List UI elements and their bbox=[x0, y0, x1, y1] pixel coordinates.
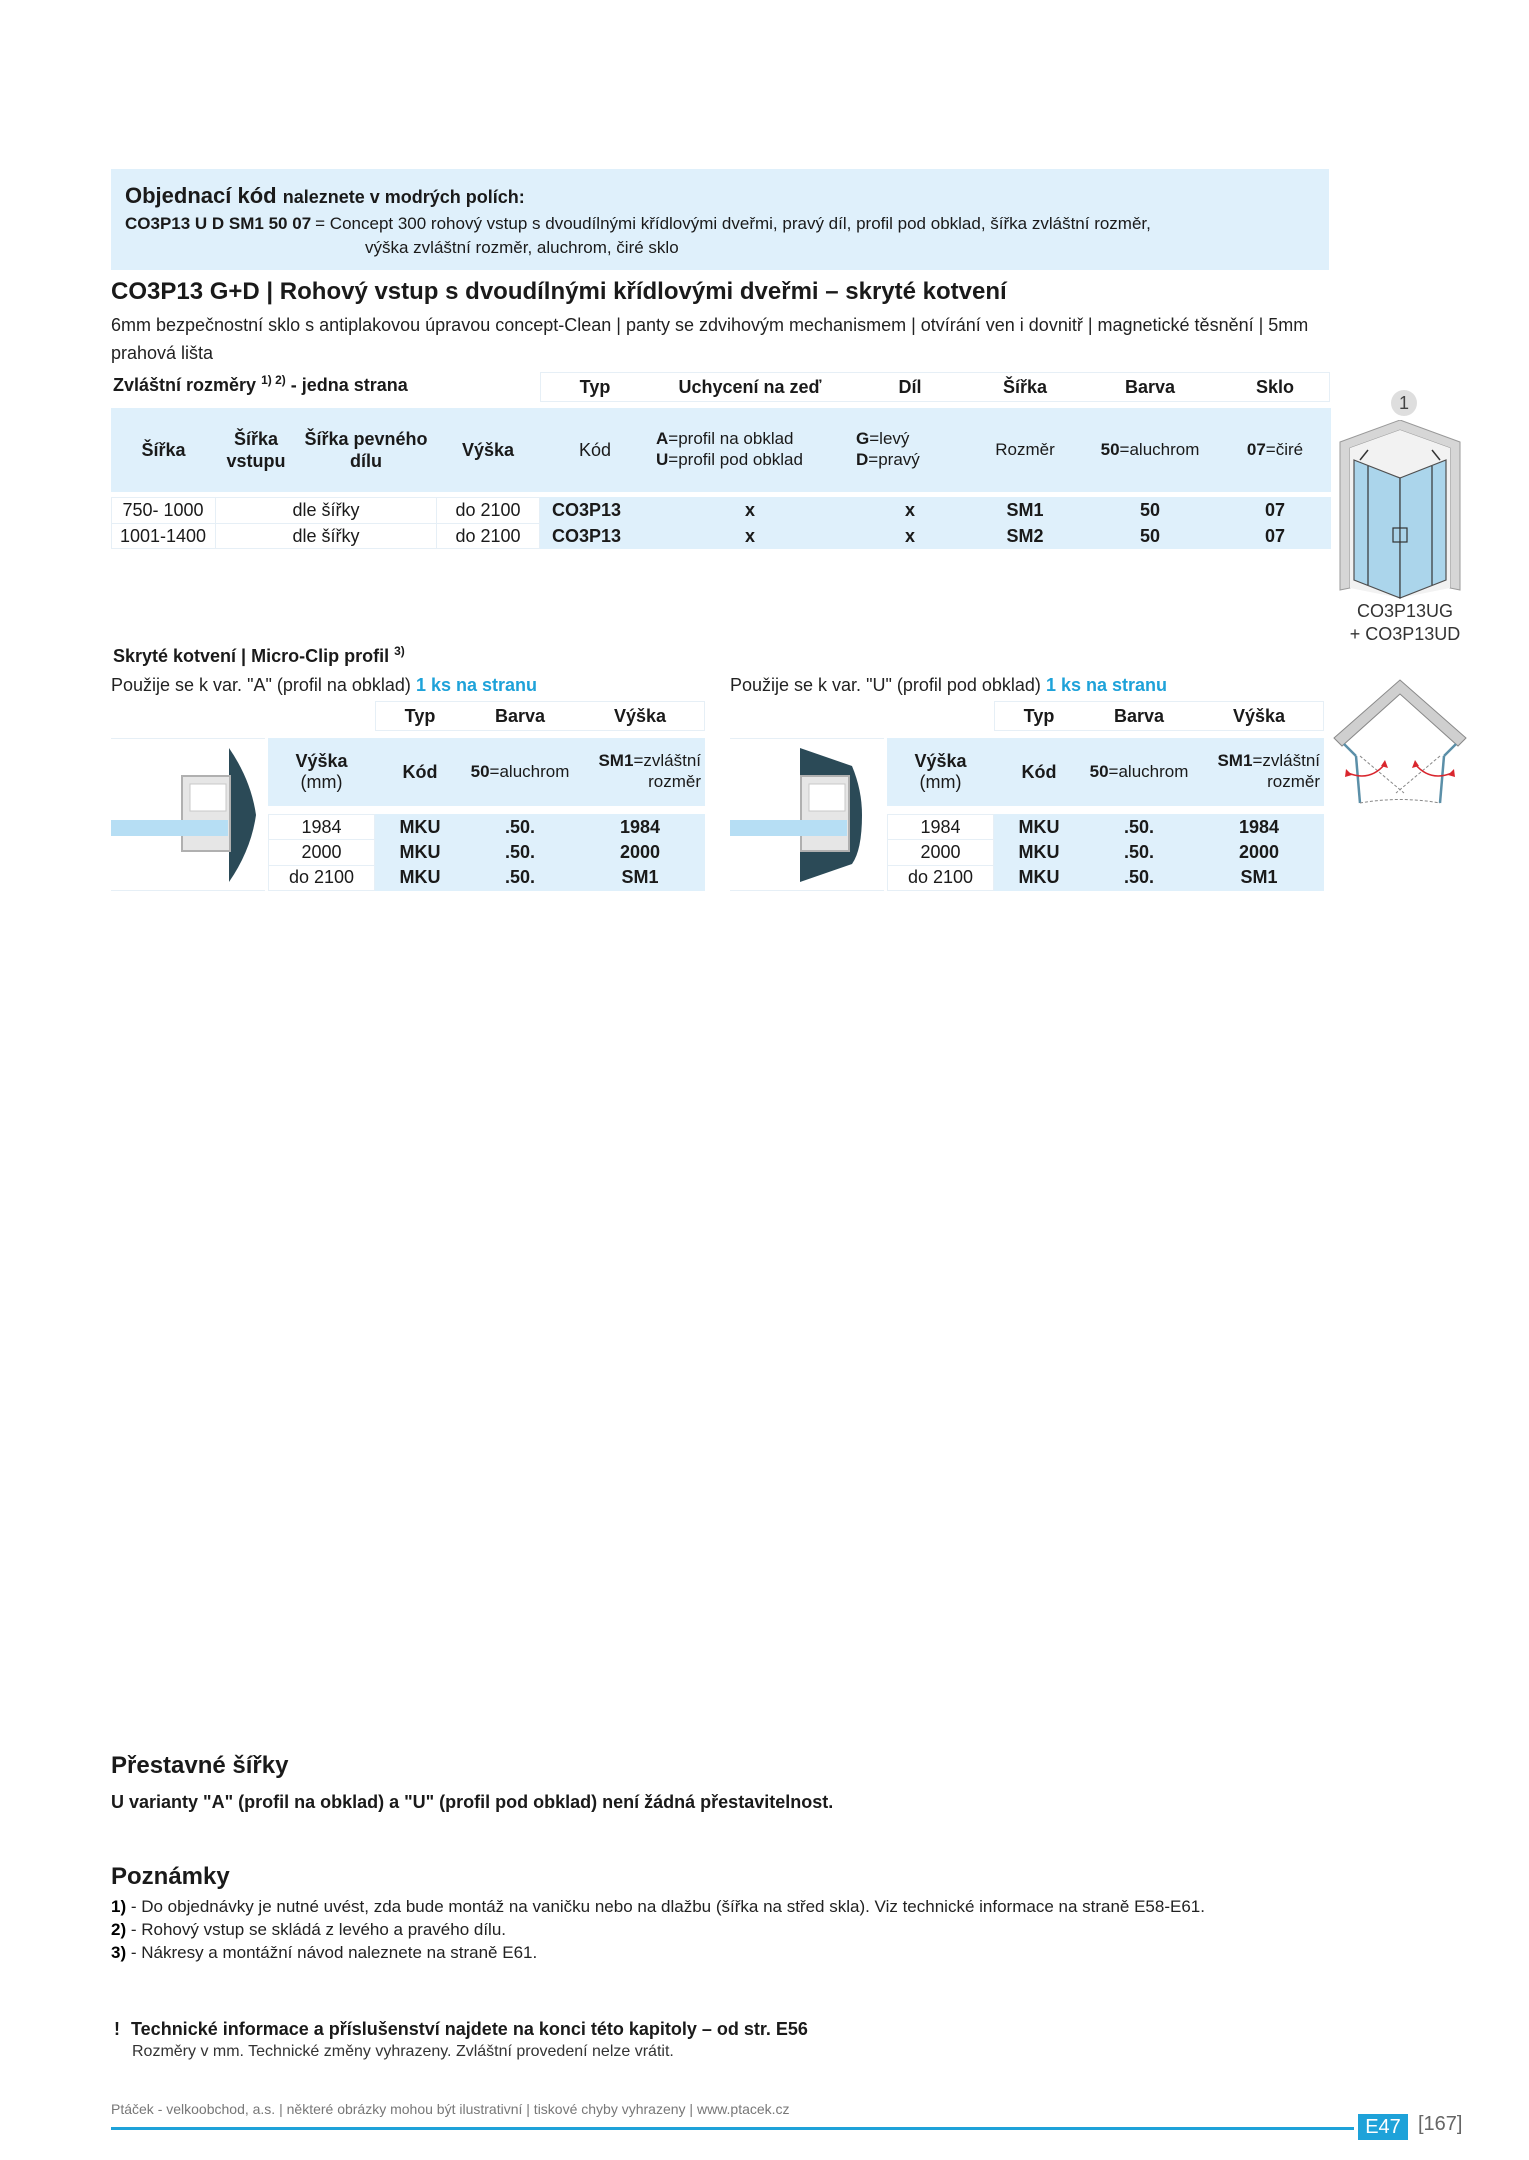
subheader-barva: 50 =aluchrom bbox=[1100, 440, 1200, 459]
tech-info-sub: Rozměry v mm. Technické změny vyhrazeny. Zvláštní provedení nelze vrátit. bbox=[132, 2043, 674, 2060]
col-header-barva: Barva bbox=[494, 705, 546, 726]
figure-badge: 1 bbox=[1391, 390, 1417, 416]
col-header-typ: Typ bbox=[1023, 705, 1055, 726]
col-header-typ: Typ bbox=[579, 376, 611, 397]
subheader-sm1: SM1=zvláštní rozměr bbox=[598, 751, 701, 791]
micro-clip-profile-u-icon bbox=[730, 740, 884, 890]
subheader-kod: Kód bbox=[1021, 761, 1057, 782]
order-code-title-suffix: naleznete v modrých polích: bbox=[282, 187, 525, 207]
subheader-sirka: Šířka bbox=[141, 439, 186, 460]
col-header-barva: Barva bbox=[1124, 376, 1176, 397]
cell-sirka-vstupu: dle šířky bbox=[292, 526, 360, 546]
subheader-barva: 50 =aluchrom bbox=[470, 762, 570, 781]
cell-barva: 50 bbox=[1139, 526, 1161, 546]
subheader-sklo: 07 =čiré bbox=[1246, 440, 1304, 459]
footer-rule bbox=[111, 2127, 1354, 2130]
subheader-uchyceni: A=profil na obklad U=profil pod obklad bbox=[656, 429, 803, 469]
note-item: 3) - Nákresy a montážní návod naleznete na straně E61. bbox=[111, 1943, 538, 1962]
cell-sirka: 750- 1000 bbox=[122, 500, 204, 520]
cell-dil: x bbox=[904, 500, 915, 520]
cell-vyska: do 2100 bbox=[455, 500, 521, 520]
col-header-sirka: Šířka bbox=[1002, 376, 1048, 397]
page-number: [167] bbox=[1418, 2113, 1463, 2135]
micro-clip-profile-a-icon bbox=[111, 740, 265, 890]
order-code-example-desc: = Concept 300 rohový vstup s dvoudílnými křídlovými dveřmi, pravý díl, profil pod obklad, šířka zvláštní rozměr, bbox=[315, 214, 1151, 233]
col-header-vyska: Výška bbox=[613, 705, 667, 726]
col-header-vyska: Výška bbox=[1232, 705, 1286, 726]
subheader-kod: Kód bbox=[402, 761, 438, 782]
cell-rozmer: SM2 bbox=[1006, 526, 1044, 546]
subheader-vyska: Výška (mm) bbox=[295, 751, 348, 792]
product-description: 6mm bezpečnostní sklo s antiplakovou úpravou concept-Clean | panty se zdvihovým mechanismem | otvírání ven i dovnitř | magnetické těsnění | 5mm prahová lišta bbox=[111, 315, 1309, 363]
cell-barva: 50 bbox=[1139, 500, 1161, 520]
cell-sirka: 1001-1400 bbox=[119, 526, 207, 546]
subheader-sirka-pevneho: Šířka pevného dílu bbox=[304, 429, 428, 471]
col-header-uchyceni: Uchycení na zeď bbox=[678, 376, 822, 397]
order-code-example-desc-2: výška zvláštní rozměr, aluchrom, čiré sklo bbox=[365, 238, 679, 257]
subheader-sirka-vstupu: Šířka vstupu bbox=[226, 429, 286, 471]
subheader-vyska: Výška bbox=[461, 439, 515, 460]
cell-uchyceni: x bbox=[744, 526, 755, 546]
product-title: CO3P13 G+D | Rohový vstup s dvoudílnými křídlovými dveřmi – skryté kotvení bbox=[111, 278, 1007, 305]
door-swing-diagram bbox=[1330, 676, 1470, 816]
subheader-sm1: SM1=zvláštní rozměr bbox=[1217, 751, 1320, 791]
order-code-title: Objednací kód naleznete v modrých polích: bbox=[125, 183, 525, 208]
micro-clip-use-a: Použije se k var. "A" (profil na obklad) 1 ks na stranu bbox=[111, 675, 537, 695]
cell-uchyceni: x bbox=[744, 500, 755, 520]
notes-title: Poznámky bbox=[111, 1863, 230, 1890]
micro-clip-use-u: Použije se k var. "U" (profil pod obklad) 1 ks na stranu bbox=[730, 675, 1167, 695]
section-page-badge: E47 bbox=[1358, 2114, 1408, 2140]
col-header-typ: Typ bbox=[404, 705, 436, 726]
cell-dil: x bbox=[904, 526, 915, 546]
order-code-example bbox=[125, 212, 1313, 236]
cell-kod: CO3P13 bbox=[552, 526, 622, 546]
order-code-box bbox=[111, 169, 1329, 270]
micro-clip-title: Skryté kotvení | Micro-Clip profil $^{3)}$ bbox=[113, 644, 405, 666]
notes-list bbox=[111, 1895, 1351, 1964]
adjustable-widths-text: U varianty "A" (profil na obklad) a "U" (profil pod obklad) není žádná přestavitelnost. bbox=[111, 1792, 834, 1812]
tech-info: ! Technické informace a příslušenství najdete na konci této kapitoly – od str. E56 bbox=[114, 2019, 808, 2039]
col-header-sklo: Sklo bbox=[1255, 376, 1294, 397]
subheader-vyska: Výška (mm) bbox=[914, 751, 967, 792]
subheader-rozmer: Rozměr bbox=[995, 440, 1055, 459]
shower-enclosure-illustration bbox=[1330, 420, 1470, 600]
exclamation-icon: ! bbox=[114, 2019, 120, 2039]
subheader-barva: 50 =aluchrom bbox=[1089, 762, 1189, 781]
cell-rozmer: SM1 bbox=[1006, 500, 1044, 520]
subheader-kod: Kód bbox=[578, 439, 612, 460]
col-header-dil: Díl bbox=[898, 376, 922, 397]
adjustable-widths-title: Přestavné šířky bbox=[111, 1752, 289, 1779]
order-code-example-code: CO3P13 U D SM1 50 07 bbox=[125, 214, 312, 233]
cell-vyska: do 2100 bbox=[455, 526, 521, 546]
note-item: 1) - Do objednávky je nutné uvést, zda bude montáž na vaničku nebo na dlažbu (šířka na střed skla). Viz technické informace na straně E58-E61. bbox=[111, 1897, 1205, 1916]
footer-text: Ptáček - velkoobchod, a.s. | některé obrázky mohou být ilustrativní | tiskové chyby vyhrazeny | www.ptacek.cz bbox=[111, 2101, 790, 2117]
subheader-dil: G=levý D=pravý bbox=[856, 429, 920, 469]
note-item: 2) - Rohový vstup se skládá z levého a pravého dílu. bbox=[111, 1920, 507, 1939]
cell-sklo: 07 bbox=[1264, 526, 1286, 546]
cell-sklo: 07 bbox=[1264, 500, 1286, 520]
col-header-barva: Barva bbox=[1113, 705, 1165, 726]
main-table-caption: Zvláštní rozměry $^{1) 2)}$ - jedna strana bbox=[113, 373, 408, 395]
cell-sirka-vstupu: dle šířky bbox=[292, 500, 360, 520]
cell-kod: CO3P13 bbox=[552, 500, 622, 520]
figure-caption: CO3P13UG + CO3P13UD bbox=[1349, 601, 1461, 644]
